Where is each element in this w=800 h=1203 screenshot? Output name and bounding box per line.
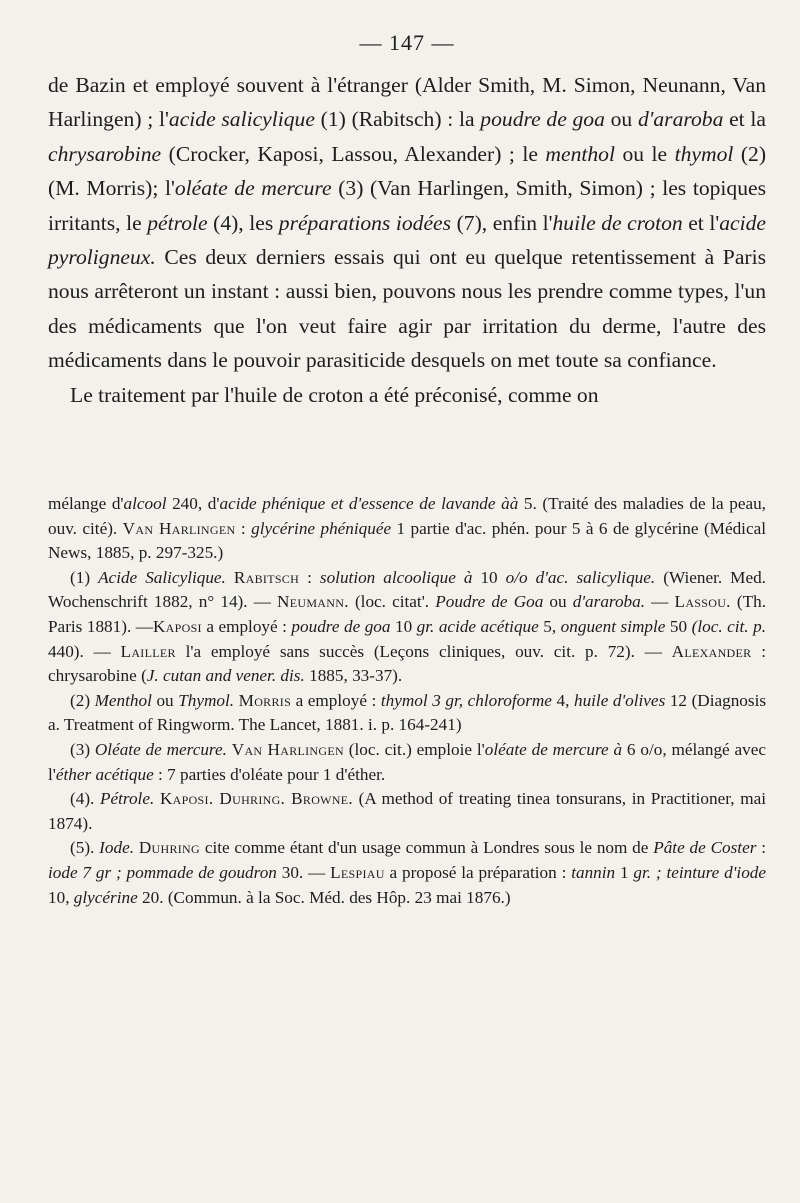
text-run <box>226 568 234 587</box>
text-run: ou <box>543 592 573 612</box>
italic-text: solution alcoolique à <box>319 567 473 587</box>
italic-text: àà <box>501 494 519 514</box>
italic-text: Iode. <box>99 838 134 858</box>
italic-text: glycérine phéniquée <box>251 518 392 538</box>
italic-text: Pétrole. <box>100 789 155 809</box>
text-run: (Wiener. Med. Wochenschrift 1882, n° 14). — <box>48 567 766 612</box>
text-run: Le traitement par l'huile de croton a été préconisé, comme on <box>70 382 599 407</box>
text-run: (1) <box>70 567 99 587</box>
author-name: Kaposi. Duhring. Browne. <box>159 789 353 809</box>
text-run: a employé : <box>291 690 381 710</box>
text-run: (loc. cit.) emploie l' <box>343 740 485 759</box>
text-run: 20. (Commun. à la Soc. Méd. des Hôp. 23 mai 1876.) <box>137 887 511 907</box>
text-run: ou le <box>614 141 675 166</box>
italic-text: huile d'olives <box>573 690 666 710</box>
author-name: Morris <box>238 690 292 710</box>
author-name: Rabitsch <box>233 567 300 587</box>
italic-text: Acide Salicylique. <box>98 567 226 587</box>
text-run: : <box>299 567 320 587</box>
italic-text: gr. acide acétique <box>416 617 539 637</box>
italic-text: oléate de mercure à <box>484 740 623 759</box>
text-run: 10 <box>472 567 506 587</box>
text-run: (4), les <box>207 210 279 235</box>
text-run: 30. — <box>276 862 331 882</box>
text-run: (2) <box>70 690 95 710</box>
author-name: Duhring <box>138 838 200 858</box>
italic-text: menthol <box>545 141 615 166</box>
footnote-5 <box>48 836 766 910</box>
text-run: (Crocker, Kaposi, Lassou, Alexander) ; le <box>161 141 546 166</box>
text-run: et l' <box>682 210 720 235</box>
paragraph-2 <box>48 378 766 412</box>
author-name: Neumann. <box>277 592 349 612</box>
italic-text: tannin <box>571 862 616 882</box>
text-run: 12 (Diagnosis a. Treatment of Ringworm. The Lancet, 1881. i. p. 164-241) <box>48 690 767 735</box>
italic-text: éther acétique <box>55 764 154 784</box>
italic-text: acide salicylique <box>168 107 315 132</box>
footnote-2 <box>48 689 766 738</box>
text-run: (3) (Van Harlingen, Smith, Simon) ; les topiques irritants, le <box>48 176 766 235</box>
text-run: 10, <box>48 887 74 907</box>
text-run: (loc. citat'. <box>348 592 436 612</box>
text-run: (1) (Rabitsch) : la <box>314 107 481 132</box>
author-name: Van Harlingen <box>122 518 236 538</box>
text-run: : <box>756 838 766 858</box>
text-run: (3) <box>70 740 95 759</box>
italic-text: Thymol. <box>178 690 235 710</box>
footnote-4 <box>48 787 766 836</box>
italic-text: alcool <box>123 494 167 514</box>
text-run: — <box>645 592 675 612</box>
author-name: Lassou. <box>674 592 731 612</box>
footnote-1 <box>48 566 766 689</box>
italic-text: Oléate de mercure. <box>94 740 227 759</box>
italic-text: poudre de goa <box>480 107 605 132</box>
text-run: et la <box>723 107 766 132</box>
italic-text: gr. ; teinture d'iode <box>633 862 767 882</box>
italic-text: thymol 3 gr, chloroforme <box>380 690 552 710</box>
text-run: mélange d' <box>48 494 124 514</box>
author-name: Lespiau <box>330 862 385 882</box>
text-run: (Th. Paris 1881). — <box>48 592 767 637</box>
text-run: : <box>235 518 252 538</box>
italic-text: J. cutan and vener. dis. <box>146 666 305 686</box>
italic-text: poudre de goa <box>291 617 391 637</box>
italic-text: Poudre de Goa <box>435 592 544 612</box>
text-run: 5. (Traité des maladies de la peau, ouv. cité). <box>48 494 766 538</box>
main-text <box>48 68 766 412</box>
text-run: ou <box>151 690 179 710</box>
text-run: 1 <box>615 862 634 882</box>
author-name: Van Harlingen <box>231 740 344 759</box>
text-run: (4). <box>70 789 101 809</box>
text-run: a proposé la préparation : <box>384 862 572 882</box>
italic-text: préparations iodées <box>278 210 452 235</box>
text-run: 1885, 33-37). <box>304 666 403 686</box>
text-run: cite comme étant d'un usage commun à Londres sous le nom de <box>200 838 654 858</box>
author-name: Lailler <box>120 641 176 661</box>
page-number: — 147 — <box>359 30 455 55</box>
text-run: de Bazin et employé souvent à l'étranger (Alder Smith, M. Simon, Neunann, Van Harlingen) ; l' <box>48 73 766 132</box>
text-run: : chrysarobine ( <box>48 641 767 686</box>
italic-text: onguent simple <box>560 617 666 637</box>
italic-text: chrysarobine <box>48 141 162 166</box>
italic-text: Pâte de Coster <box>653 838 757 858</box>
italic-text: (loc. cit. p. <box>691 617 766 637</box>
italic-text: glycérine <box>73 887 138 907</box>
italic-text: oléate de mercure <box>174 176 332 201</box>
text-run: ou <box>604 107 638 132</box>
italic-text: pétrole <box>147 210 208 235</box>
text-run: 440). — <box>48 641 121 661</box>
text-run: : 7 parties d'oléate pour 1 d'éther. <box>153 764 386 784</box>
text-run: Ces deux derniers essais qui ont eu quelque retentissement à Paris nous arrêteront un instant : aussi bien, pouvons nous les prendre comme types, l'un des médicaments que l'on veut faire agir par irritation du derme, l'autre des médicaments dans le pouvoir parasiticide desquels on met toute sa confiance. <box>48 245 766 373</box>
text-run: a employé : <box>201 617 292 637</box>
italic-text: d'araroba <box>637 107 724 132</box>
italic-text: o/o d'ac. salicylique. <box>505 567 656 587</box>
text-run: (A method of treating tinea tonsurans, in Practitioner, mai 1874). <box>48 789 767 833</box>
paragraph-1 <box>48 68 766 378</box>
text-run: 1 partie d'ac. phén. pour 5 à 6 de glycérine (Médical News, 1885, p. 297-325.) <box>48 518 766 563</box>
author-name: Kaposi <box>152 617 202 637</box>
italic-text: thymol <box>674 141 734 166</box>
footnote-continuation <box>48 492 766 566</box>
text-run: 5, <box>538 617 561 637</box>
text-run: (5). <box>70 838 100 858</box>
text-run: 50 <box>665 617 692 637</box>
text-run: (2) (M. Morris); l' <box>48 141 767 201</box>
italic-text: Menthol <box>94 690 152 710</box>
text-run: 10 <box>390 617 417 637</box>
text-run: l'a employé sans succès (Leçons cliniques, ouv. cit. p. 72). — <box>175 641 672 661</box>
italic-text: acide phénique et d'essence de lavande <box>219 494 496 514</box>
text-run: (7), enfin l' <box>451 210 553 235</box>
italic-text: d'araroba. <box>572 592 646 612</box>
italic-text: iode 7 gr ; pommade de goudron <box>48 862 277 882</box>
footnotes <box>48 492 766 910</box>
italic-text: acide pyroligneux. <box>48 210 766 270</box>
text-run: 240, d' <box>166 494 220 514</box>
italic-text: huile de croton <box>552 210 683 235</box>
text-run: 6 o/o, mélangé avec l' <box>48 740 766 784</box>
text-run: 4, <box>551 690 574 710</box>
author-name: Alexander <box>671 641 752 661</box>
footnote-3 <box>48 738 766 787</box>
